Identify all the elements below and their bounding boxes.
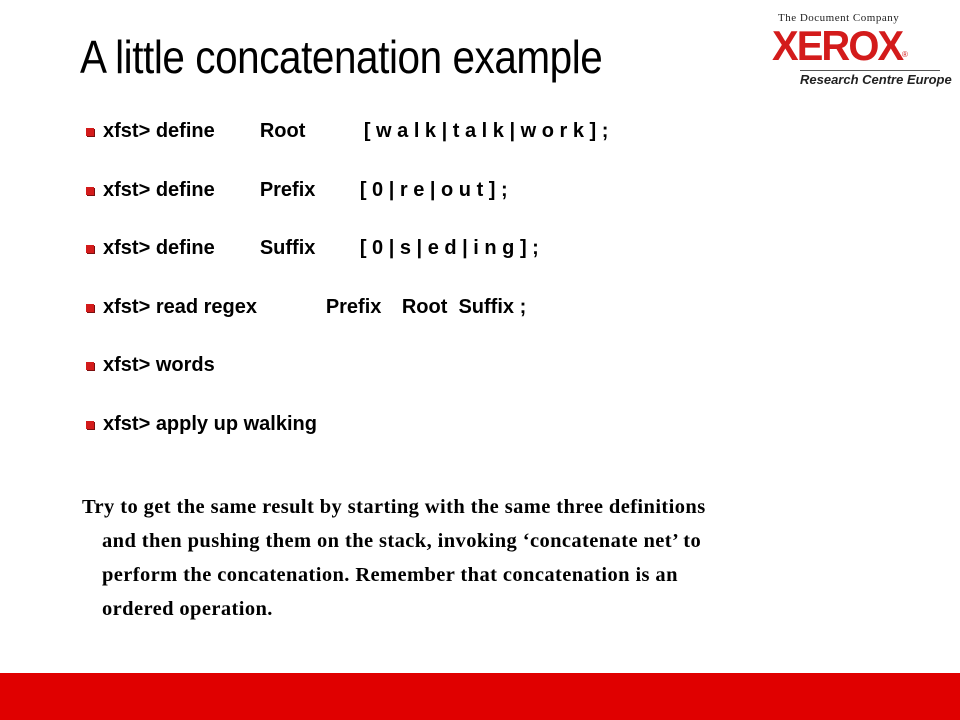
argument-value: [ 0 | s | e d | i n g ] ; — [359, 237, 539, 259]
xerox-logo — [772, 10, 952, 90]
company-line: The Document Company — [778, 12, 900, 24]
command: words — [155, 354, 215, 376]
prompt: xfst> — [103, 354, 151, 376]
square-bullet-icon — [86, 128, 94, 136]
command: define — [155, 178, 215, 201]
argument-value: Root Suffix ; — [401, 295, 527, 318]
command: define — [155, 237, 215, 259]
prompt: xfst> — [103, 412, 151, 435]
paragraph-line: perform the concatenation. Remember that concatenation is an — [102, 564, 678, 586]
paragraph-line: ordered operation. — [102, 598, 273, 620]
slide-title: A little concatenation example — [80, 31, 603, 83]
list-item — [86, 413, 608, 472]
argument-name: Suffix — [259, 237, 316, 259]
paragraph-line: Try to get the same result by starting with the same three definitions — [82, 496, 706, 518]
bullet-list — [86, 120, 608, 471]
square-bullet-icon — [86, 245, 94, 253]
logo-subtitle: Research Centre Europe — [800, 72, 952, 87]
argument-name: Prefix — [325, 295, 382, 318]
paragraph-line: and then pushing them on the stack, invoking ‘concatenate net’ to — [102, 530, 702, 552]
prompt: xfst> — [103, 178, 151, 201]
square-bullet-icon — [86, 304, 94, 312]
list-item — [86, 354, 608, 413]
square-bullet-icon — [86, 187, 94, 195]
argument-value: [ w a l k | t a l k | w o r k ] ; — [363, 120, 609, 142]
square-bullet-icon — [86, 421, 94, 429]
argument-name: Prefix — [259, 178, 316, 201]
square-bullet-icon — [86, 362, 94, 370]
list-item — [86, 296, 608, 355]
registered-mark: ® — [902, 50, 908, 59]
logo-divider — [800, 70, 940, 71]
command: define — [155, 120, 215, 142]
command: read regex — [155, 295, 257, 318]
argument-name: Root — [259, 120, 306, 142]
footer-bar — [0, 673, 960, 720]
list-item — [86, 237, 608, 296]
prompt: xfst> — [103, 295, 151, 318]
prompt: xfst> — [103, 237, 151, 259]
brand-wordmark: XEROX — [772, 22, 903, 69]
list-item — [86, 179, 608, 238]
instruction-paragraph — [82, 490, 882, 626]
list-item — [86, 120, 608, 179]
argument-value: [ 0 | r e | o u t ] ; — [359, 178, 508, 201]
prompt: xfst> — [103, 120, 151, 142]
command: apply up walking — [155, 412, 317, 435]
